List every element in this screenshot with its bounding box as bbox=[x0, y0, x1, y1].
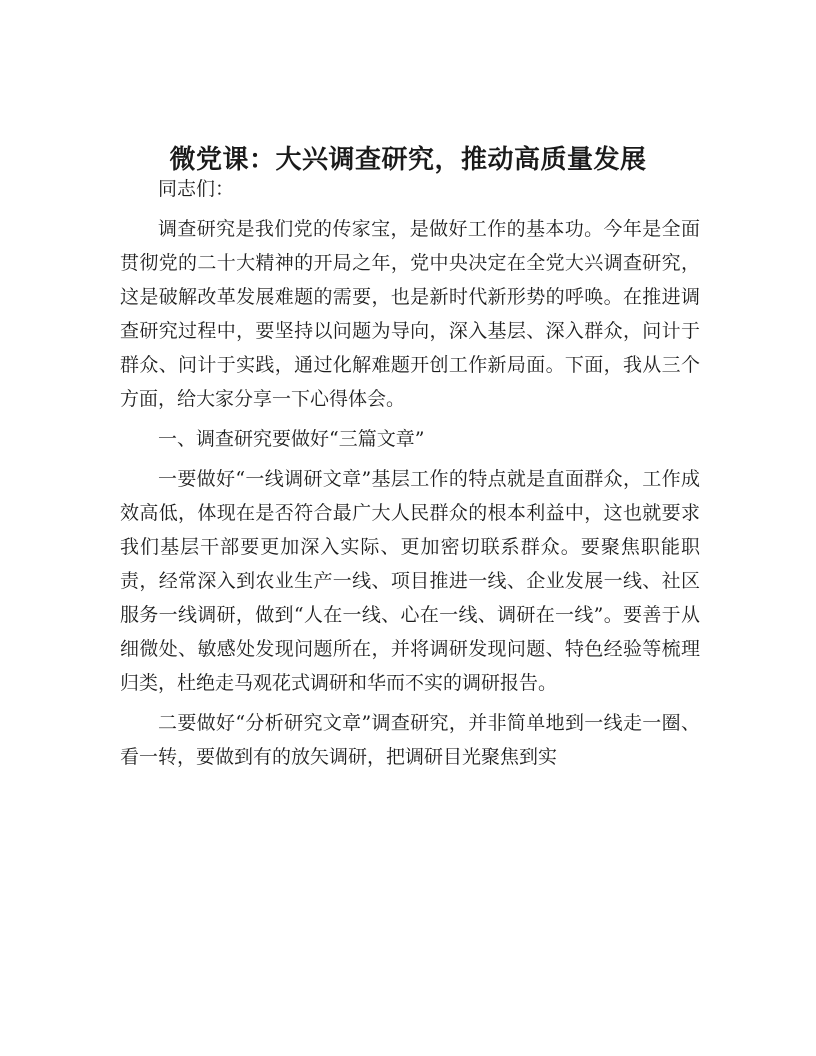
document-body bbox=[120, 172, 700, 774]
section-heading: 一、调查研究要做好“三篇文章” bbox=[158, 428, 425, 450]
greeting: 同志们： bbox=[158, 178, 235, 200]
paragraph-intro: 调查研究是我们党的传家宝，是做好工作的基本功。今年是全面贯彻党的二十大精神的开局之年，党中央决定在全党大兴调查研究，这是破解改革发展难题的需要，也是新时代新形势的呼唤。在推进调查研究过程中，要坚持以问题为导向，深入基层、深入群众，问计于群众、问计于实践，通过化解难题开创工作新局面。下面，我从三个方面，给大家分享一下心得体会。 bbox=[120, 218, 700, 410]
paragraph-second-point: 二要做好“分析研究文章”调查研究，并非简单地到一线走一圈、看一转，要做到有的放矢调研，把调研目光聚焦到实 bbox=[120, 712, 700, 768]
document-title: 微党课：大兴调查研究，推动高质量发展 bbox=[169, 145, 647, 175]
paragraph-first-point: 一要做好“一线调研文章”基层工作的特点就是直面群众，工作成效高低，体现在是否符合最广大人民群众的根本利益中，这也就要求我们基层干部要更加深入实际、更加密切联系群众。要聚焦职能职责，经常深入到农业生产一线、项目推进一线、企业发展一线、社区服务一线调研，做到“人在一线、心在一线、调研在一线”。要善于从细微处、敏感处发现问题所在，并将调研发现问题、特色经验等梳理归类，杜绝走马观花式调研和华而不实的调研报告。 bbox=[120, 468, 700, 694]
